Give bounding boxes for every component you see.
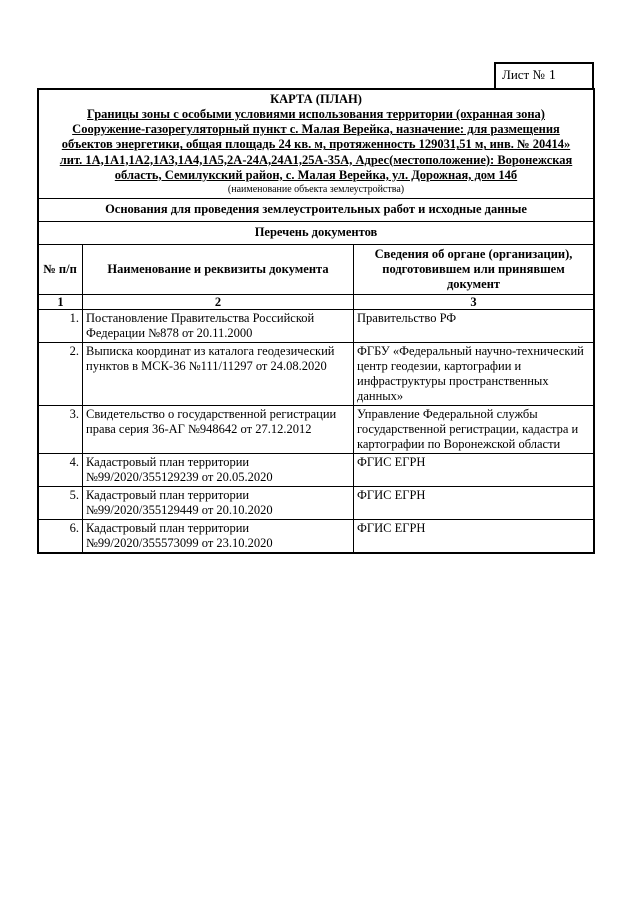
object-description	[45, 107, 587, 183]
column-index: 3	[354, 295, 594, 310]
document-title: КАРТА (ПЛАН)	[270, 92, 362, 106]
section-title: Основания для проведения землеустроительных работ и исходные данные	[39, 199, 593, 222]
document-name: Выписка координат из каталога геодезический пунктов в МСК-36 №111/11297 от 24.08.2020	[83, 343, 354, 406]
object-description-line: Сооружение-газорегуляторный пункт с. Малая Верейка, назначение: для размещения	[72, 122, 560, 137]
object-description-line: лит. 1А,1А1,1А2,1А3,1А4,1А5,2А-24А,24А1,25А-35А, Адрес(местоположение): Воронежская	[59, 152, 573, 167]
table-index-row	[39, 295, 593, 310]
row-number: 3.	[39, 406, 83, 454]
document-name: Свидетельство о государственной регистрации права серия 36-АГ №948642 от 27.12.2012	[83, 406, 354, 454]
document-name: Постановление Правительства Российской Федерации №878 от 20.11.2000	[83, 310, 354, 343]
sheet-number-box	[494, 62, 594, 88]
sheet-label: Лист №	[502, 67, 545, 82]
object-description-line: область, Семилукский район, с. Малая Верейка, ул. Дорожная, дом 14б	[114, 167, 518, 182]
table-row	[39, 487, 593, 520]
document-name: Кадастровый план территории №99/2020/355573099 от 23.10.2020	[83, 520, 354, 553]
document-organization: ФГИС ЕГРН	[354, 487, 594, 520]
row-number: 1.	[39, 310, 83, 343]
document-organization: ФГБУ «Федеральный научно-технический центр геодезии, картографии и инфраструктуры пространственных данных»	[354, 343, 594, 406]
table-row	[39, 454, 593, 487]
document-organization: Управление Федеральной службы государственной регистрации, кадастра и картографии по Воронежской области	[354, 406, 594, 454]
object-caption: (наименование объекта землеустройства)	[227, 184, 405, 196]
table-row	[39, 343, 593, 406]
row-number: 4.	[39, 454, 83, 487]
document-organization: ФГИС ЕГРН	[354, 454, 594, 487]
column-header-document: Наименование и реквизиты документа	[83, 245, 354, 295]
document-organization: ФГИС ЕГРН	[354, 520, 594, 553]
column-index: 1	[39, 295, 83, 310]
row-number: 2.	[39, 343, 83, 406]
documents-table	[39, 245, 593, 552]
table-row	[39, 520, 593, 553]
document-name: Кадастровый план территории №99/2020/355129239 от 20.05.2020	[83, 454, 354, 487]
list-title: Перечень документов	[39, 222, 593, 245]
table-row	[39, 406, 593, 454]
sheet-number: 1	[548, 68, 556, 83]
table-row	[39, 310, 593, 343]
object-description-line: Границы зоны с особыми условиями использования территории (охранная зона)	[87, 107, 545, 121]
table-header-row	[39, 245, 593, 295]
document-frame	[37, 88, 595, 554]
column-index: 2	[83, 295, 354, 310]
row-number: 6.	[39, 520, 83, 553]
column-header-number: № п/п	[39, 245, 83, 295]
object-description-line: объектов энергетики, общая площадь 24 кв. м, протяженность 129031,51 м, инв. № 20414»	[61, 137, 571, 152]
column-header-organization: Сведения об органе (организации), подготовившем или принявшем документ	[354, 245, 594, 295]
document-name: Кадастровый план территории №99/2020/355129449 от 20.10.2020	[83, 487, 354, 520]
document-organization: Правительство РФ	[354, 310, 594, 343]
row-number: 5.	[39, 487, 83, 520]
title-block	[39, 90, 593, 199]
